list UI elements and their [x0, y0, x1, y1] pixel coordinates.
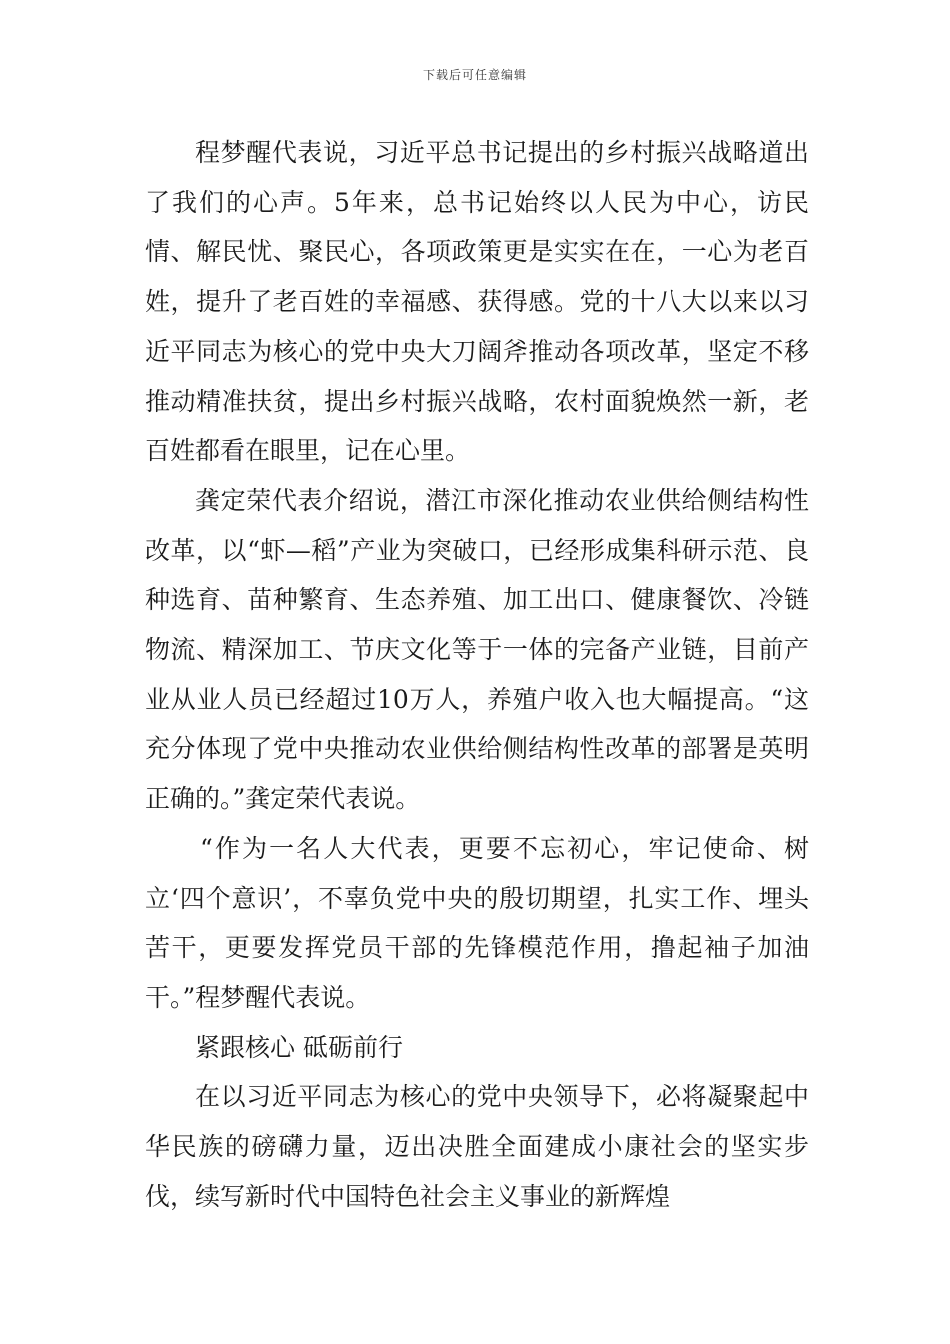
- paragraph-1: 程梦醒代表说，习近平总书记提出的乡村振兴战略道出了我们的心声。5年来，总书记始终以人民为中心，访民情、解民忧、聚民心，各项政策更是实实在在，一心为老百姓，提升了老百姓的幸福感、获得感。党的十八大以来以习近平同志为核心的党中央大刀阔斧推动各项改革，坚定不移推动精准扶贫，提出乡村振兴战略，农村面貌焕然一新，老百姓都看在眼里，记在心里。: [145, 138, 809, 466]
- paragraph-2: 龚定荣代表介绍说，潜江市深化推动农业供给侧结构性改革，以“虾—稻”产业为突破口，已经形成集科研示范、良种选育、苗种繁育、生态养殖、加工出口、健康餐饮、冷链物流、精深加工、节庆文化等于一体的完备产业链，目前产业从业人员已经超过10万人，养殖户收入也大幅提高。“这充分体现了党中央推动农业供给侧结构性改革的部署是英明正确的。”龚定荣代表说。: [145, 485, 809, 814]
- paragraph-4: 在以习近平同志为核心的党中央领导下，必将凝聚起中华民族的磅礴力量，迈出决胜全面建成小康社会的坚实步伐，续写新时代中国特色社会主义事业的新辉煌: [145, 1082, 809, 1211]
- section-heading: 紧跟核心 砥砺前行: [195, 1032, 403, 1062]
- page-header: 下载后可任意编辑: [422, 68, 527, 82]
- document-body: [145, 128, 809, 1221]
- paragraph-3: “作为一名人大代表，更要不忘初心，牢记使命、树立‘四个意识’，不辜负党中央的殷切期望，扎实工作、埋头苦干，更要发挥党员干部的先锋模范作用，撸起袖子加油干。”程梦醒代表说。: [145, 833, 809, 1012]
